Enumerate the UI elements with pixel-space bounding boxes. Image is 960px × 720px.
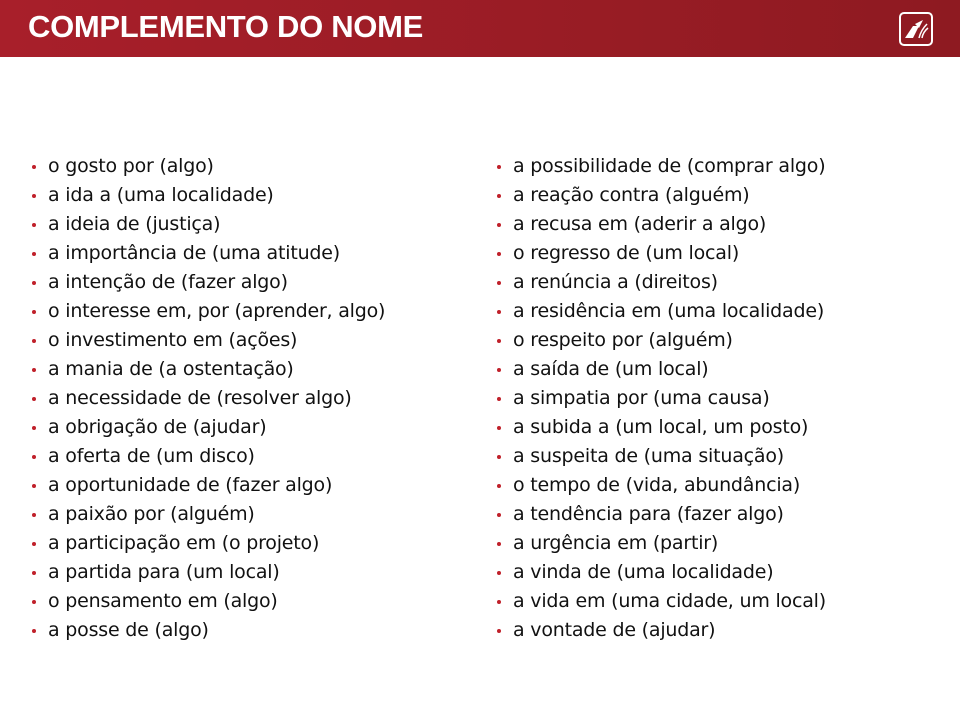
list-item: a paixão por (alguém) xyxy=(30,500,385,529)
list-item: a partida para (um local) xyxy=(30,558,385,587)
list-item: a saída de (um local) xyxy=(495,355,826,384)
list-item: a simpatia por (uma causa) xyxy=(495,384,826,413)
list-item: a ideia de (justiça) xyxy=(30,210,385,239)
publisher-logo-icon xyxy=(899,12,933,46)
list-item: o tempo de (vida, abundância) xyxy=(495,471,826,500)
list-item: a subida a (um local, um posto) xyxy=(495,413,826,442)
right-list xyxy=(495,152,826,645)
list-item: a vontade de (ajudar) xyxy=(495,616,826,645)
slide-header xyxy=(0,0,960,57)
list-item: a reação contra (alguém) xyxy=(495,181,826,210)
list-item: o investimento em (ações) xyxy=(30,326,385,355)
list-item: a participação em (o projeto) xyxy=(30,529,385,558)
list-item: a tendência para (fazer algo) xyxy=(495,500,826,529)
list-item: a vida em (uma cidade, um local) xyxy=(495,587,826,616)
list-item: a importância de (uma atitude) xyxy=(30,239,385,268)
list-item: a intenção de (fazer algo) xyxy=(30,268,385,297)
list-item: o interesse em, por (aprender, algo) xyxy=(30,297,385,326)
list-item: o gosto por (algo) xyxy=(30,152,385,181)
list-item: a obrigação de (ajudar) xyxy=(30,413,385,442)
left-list xyxy=(30,152,385,645)
list-item: o pensamento em (algo) xyxy=(30,587,385,616)
list-item: a ida a (uma localidade) xyxy=(30,181,385,210)
list-item: a oportunidade de (fazer algo) xyxy=(30,471,385,500)
list-item: o respeito por (alguém) xyxy=(495,326,826,355)
list-item: o regresso de (um local) xyxy=(495,239,826,268)
list-item: a oferta de (um disco) xyxy=(30,442,385,471)
list-item: a recusa em (aderir a algo) xyxy=(495,210,826,239)
list-item: a necessidade de (resolver algo) xyxy=(30,384,385,413)
list-item: a renúncia a (direitos) xyxy=(495,268,826,297)
list-item: a posse de (algo) xyxy=(30,616,385,645)
list-item: a urgência em (partir) xyxy=(495,529,826,558)
list-item: a mania de (a ostentação) xyxy=(30,355,385,384)
list-item: a vinda de (uma localidade) xyxy=(495,558,826,587)
list-item: a possibilidade de (comprar algo) xyxy=(495,152,826,181)
list-item: a residência em (uma localidade) xyxy=(495,297,826,326)
list-item: a suspeita de (uma situação) xyxy=(495,442,826,471)
slide-title: COMPLEMENTO DO NOME xyxy=(28,9,424,44)
